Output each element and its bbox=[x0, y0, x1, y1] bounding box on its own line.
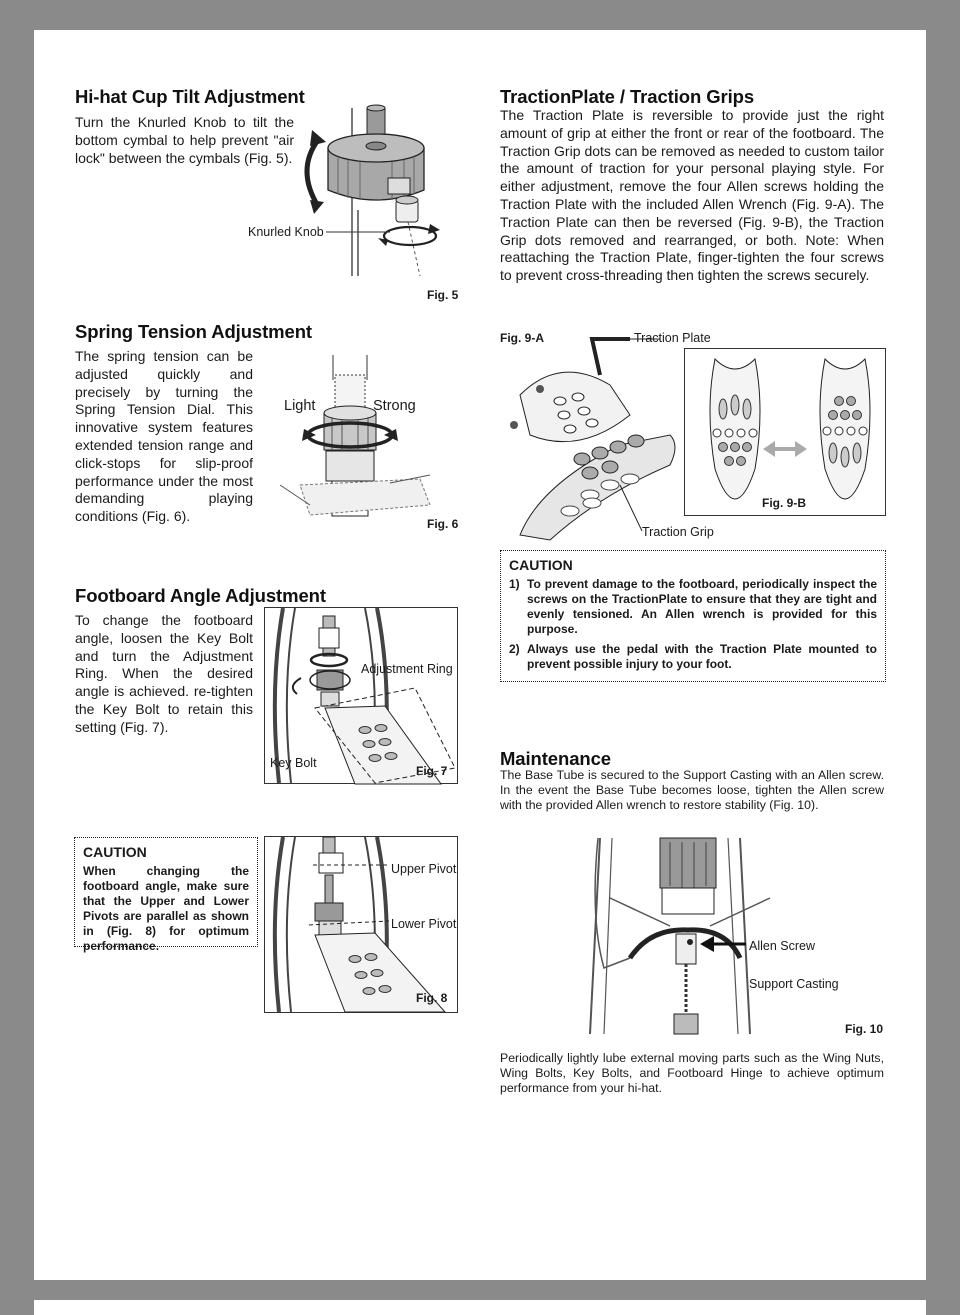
maintenance-footer: Periodically lightly lube external moving parts such as the Wing Nuts, Wing Bolts, Key Bolts, and Footboard Hinge to achieve optimum performance from your hi-hat. bbox=[500, 1051, 884, 1095]
fig5-cup-tilt-illustration bbox=[240, 100, 465, 290]
allen-screw-arrow-icon bbox=[700, 936, 748, 952]
adjustment-ring-label: Adjustment Ring bbox=[361, 662, 453, 676]
footboard-title: Footboard Angle Adjustment bbox=[75, 585, 326, 606]
lower-pivot-label: Lower Pivot bbox=[391, 917, 457, 931]
caution-box-footboard bbox=[74, 837, 258, 953]
fig5-caption: Fig. 5 bbox=[427, 288, 459, 302]
caution-title: CAUTION bbox=[509, 557, 573, 573]
support-casting-label: Support Casting bbox=[749, 977, 839, 991]
fig9b-caption: Fig. 9-B bbox=[762, 496, 806, 510]
fig10-caption: Fig. 10 bbox=[845, 1022, 884, 1036]
caution-item: 1) To prevent damage to the footboard, periodically inspect the screws on the TractionPlate to ensure that they are tight and evenly tensioned. An Allen wrench is provided for this purpose. bbox=[509, 577, 877, 636]
fig9a-caption: Fig. 9-A bbox=[500, 331, 544, 345]
spring-body: The spring tension can be adjusted quickly and precisely by turning the Spring Tension Dial. This innovative system features extended tension range and click-stops for slip-proof performance under the most demanding playing conditions (Fig. 6). bbox=[75, 348, 253, 525]
traction-body: The Traction Plate is reversible to provide just the right amount of grip at either the front or rear of the footboard. The Traction Grip dots can be removed as needed to custom tailor the amount of traction for your personal playing style. For either adjustment, remove the four Allen screws holding the Traction Plate with the included Allen Wrench (Fig. 9-A). The Traction Plate can then be reversed (Fig. 9-B), the Traction Grip dots removed and rearranged, or both. Note: When reattaching the Traction Plate, finger-tighten the four screws to prevent cross-threading then tighten the screws securely. bbox=[500, 107, 884, 284]
fig6-spring-tension-illustration bbox=[280, 355, 460, 530]
key-bolt-label: Key Bolt bbox=[270, 756, 317, 770]
fig7-caption: Fig. 7 bbox=[416, 764, 448, 778]
caution-box-traction bbox=[500, 550, 886, 682]
fig9b-reversed-plate-illustration bbox=[685, 349, 885, 515]
fig8-caption: Fig. 8 bbox=[416, 991, 448, 1005]
light-label: Light bbox=[284, 398, 316, 414]
maintenance-body: The Base Tube is secured to the Support Casting with an Allen screw. In the event the Base Tube becomes loose, tighten the Allen screw with the provided Allen wrench to restore stability (Fig. 10). bbox=[500, 768, 884, 812]
upper-pivot-label: Upper Pivot bbox=[391, 862, 457, 876]
caution-body: When changing the footboard angle, make sure that the Upper and Lower Pivots are parallel as shown in (Fig. 8) for optimum performance. bbox=[83, 864, 249, 953]
knurled-knob-label: Knurled Knob bbox=[248, 225, 324, 239]
maintenance-title: Maintenance bbox=[500, 748, 611, 769]
fig9a-traction-plate-illustration bbox=[500, 335, 690, 545]
next-page-edge bbox=[34, 1300, 926, 1315]
caution-item: 2) Always use the pedal with the Traction Plate mounted to prevent possible injury to your foot. bbox=[509, 642, 877, 671]
caution-list bbox=[509, 577, 877, 672]
allen-screw-label: Allen Screw bbox=[749, 939, 815, 953]
footboard-body: To change the footboard angle, loosen the Key Bolt and turn the Adjustment Ring. When the desired angle is achieved. re-tighten the Key Bolt to retain this setting (Fig. 7). bbox=[75, 612, 253, 735]
caution-title: CAUTION bbox=[83, 844, 147, 860]
traction-grip-label: Traction Grip bbox=[642, 525, 714, 539]
hihat-title: Hi-hat Cup Tilt Adjustment bbox=[75, 86, 305, 107]
strong-label: Strong bbox=[373, 398, 416, 414]
hihat-body: Turn the Knurled Knob to tilt the bottom cymbal to help prevent "air lock" between the cymbals (Fig. 5). bbox=[75, 114, 294, 166]
traction-title: TractionPlate / Traction Grips bbox=[500, 86, 755, 107]
traction-plate-label: Traction Plate bbox=[634, 331, 711, 345]
fig6-caption: Fig. 6 bbox=[427, 517, 459, 531]
spring-title: Spring Tension Adjustment bbox=[75, 321, 312, 342]
